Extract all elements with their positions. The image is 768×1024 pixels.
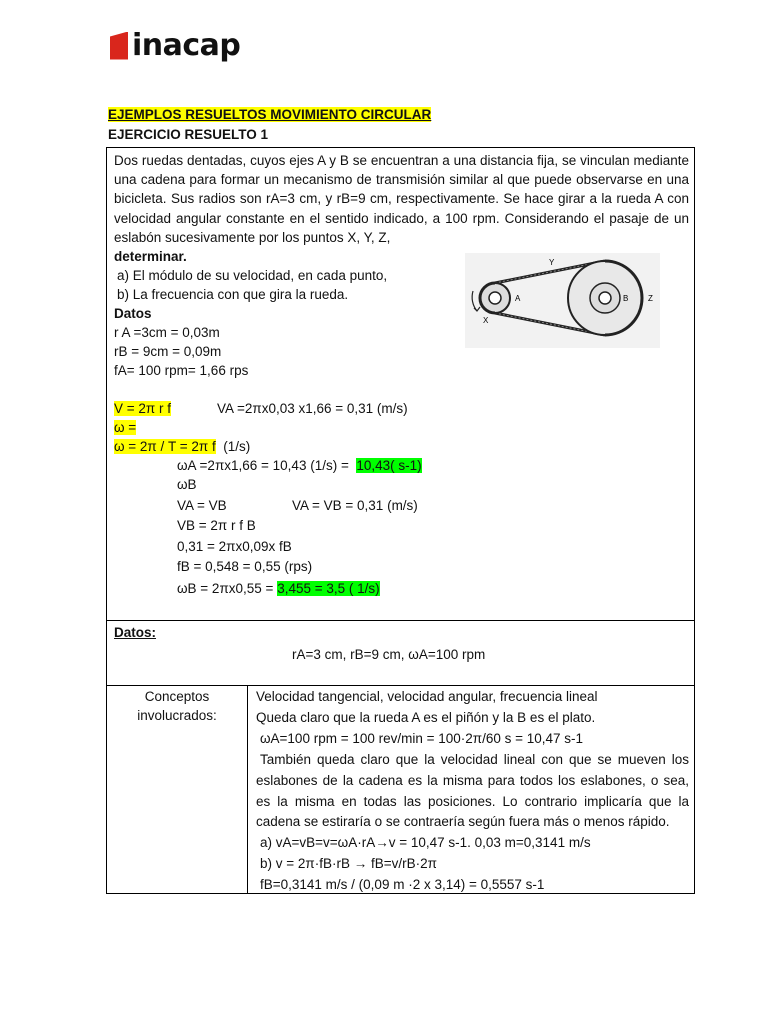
v-formula: V = 2π r f — [114, 401, 171, 416]
chain-drive-diagram — [465, 253, 660, 348]
exercise-title: EJERCICIO RESUELTO 1 — [108, 127, 269, 142]
omega-eq: ω = — [114, 420, 137, 435]
concepts-box — [106, 685, 695, 894]
concepts-line-a: a) vA=vB=v=ωA·rA→v = 10,47 s-1. 0,03 m=0,3141 m/s — [260, 835, 591, 850]
fb-value: fB = 0,548 = 0,55 (rps) — [177, 559, 313, 574]
column-divider — [247, 685, 248, 893]
item-a: a) El módulo de su velocidad, en cada punto, — [117, 268, 388, 283]
label-b: B — [623, 294, 629, 303]
concepts-line1: Velocidad tangencial, velocidad angular, frecuencia lineal — [256, 689, 598, 704]
problem-box — [106, 147, 695, 621]
datos-box — [106, 619, 695, 686]
omegaB-label: ωB — [177, 477, 197, 492]
omegaB-calc: ωB = 2πx0,55 = 3,455 = 3,5 ( 1/s) — [177, 581, 380, 596]
item-b: b) La frecuencia con que gira la rueda. — [117, 287, 349, 302]
concepts-line-c: fB=0,3141 m/s / (0,09 m ·2 x 3,14) = 0,5557 s-1 — [260, 877, 545, 892]
logo-mark — [110, 32, 128, 60]
label-z: Z — [648, 294, 653, 303]
concepts-paragraph: También queda claro que la velocidad lineal con que se mueven los eslabones de la cadena es la misma para todos los eslabones, o sea, es la misma en todas las posiciones. Lo contrario implicaría que la cadena se estiraría o se contraería según fuera más o menos rápido. — [256, 752, 689, 830]
inacap-logo — [110, 28, 240, 63]
concepts-line-b: b) v = 2π·fB·rB → fB=v/rB·2π — [260, 856, 437, 871]
label-a: A — [515, 294, 521, 303]
problem-paragraph: Dos ruedas dentadas, cuyos ejes A y B se encuentran a una distancia fija, se vinculan mediante una cadena para formar un mecanismo de transmisión similar al que puede observarse en una bicicleta. Sus radios son rA=3 cm, y rB=9 cm, respectivamente. Se hace girar a la rueda A con velocidad angular constante en el sentido indicado, a 100 rpm. Considerando el pasaje de un eslabón sucesivamente por los puntos X, Y, Z, — [114, 153, 689, 245]
omegaB-result: 3,455 = 3,5 ( 1/s) — [277, 581, 380, 596]
label-y: Y — [549, 258, 555, 267]
omega-formula: ω = 2π / T = 2π f (1/s) — [114, 439, 251, 454]
page-title: EJEMPLOS RESUELTOS MOVIMIENTO CIRCULAR — [108, 107, 432, 122]
ra-line: r A =3cm = 0,03m — [114, 325, 220, 340]
concepts-label: Conceptos involucrados: — [137, 689, 217, 724]
chain-drive-figure — [465, 253, 660, 348]
fa-line: fA= 100 rpm= 1,66 rps — [114, 363, 249, 378]
vb-formula: VB = 2π r f B — [177, 518, 256, 533]
concepts-line3: ωA=100 rpm = 100 rev/min = 100·2π/60 s = 10,47 s-1 — [260, 731, 584, 746]
va-vb-value: VA = VB = 0,31 (m/s) — [292, 498, 418, 513]
label-x: X — [483, 316, 489, 325]
logo-text: inacap — [132, 28, 241, 63]
eq-031: 0,31 = 2πx0,09x fB — [177, 539, 292, 554]
va-vb: VA = VB — [177, 498, 227, 513]
datos-box-label: Datos: — [114, 625, 157, 640]
omegaA-result: 10,43( s-1) — [356, 458, 422, 473]
concepts-line2: Queda claro que la rueda A es el piñón y la B es el plato. — [256, 710, 596, 725]
va-calc: VA =2πx0,03 x1,66 = 0,31 (m/s) — [217, 401, 408, 416]
determinar-label: determinar. — [114, 249, 187, 264]
rb-line: rB = 9cm = 0,09m — [114, 344, 222, 359]
omegaA-calc: ωA =2πx1,66 = 10,43 (1/s) = 10,43( s-1) — [177, 458, 422, 473]
datos-box-values: rA=3 cm, rB=9 cm, ωA=100 rpm — [292, 647, 486, 662]
datos-label: Datos — [114, 306, 152, 321]
